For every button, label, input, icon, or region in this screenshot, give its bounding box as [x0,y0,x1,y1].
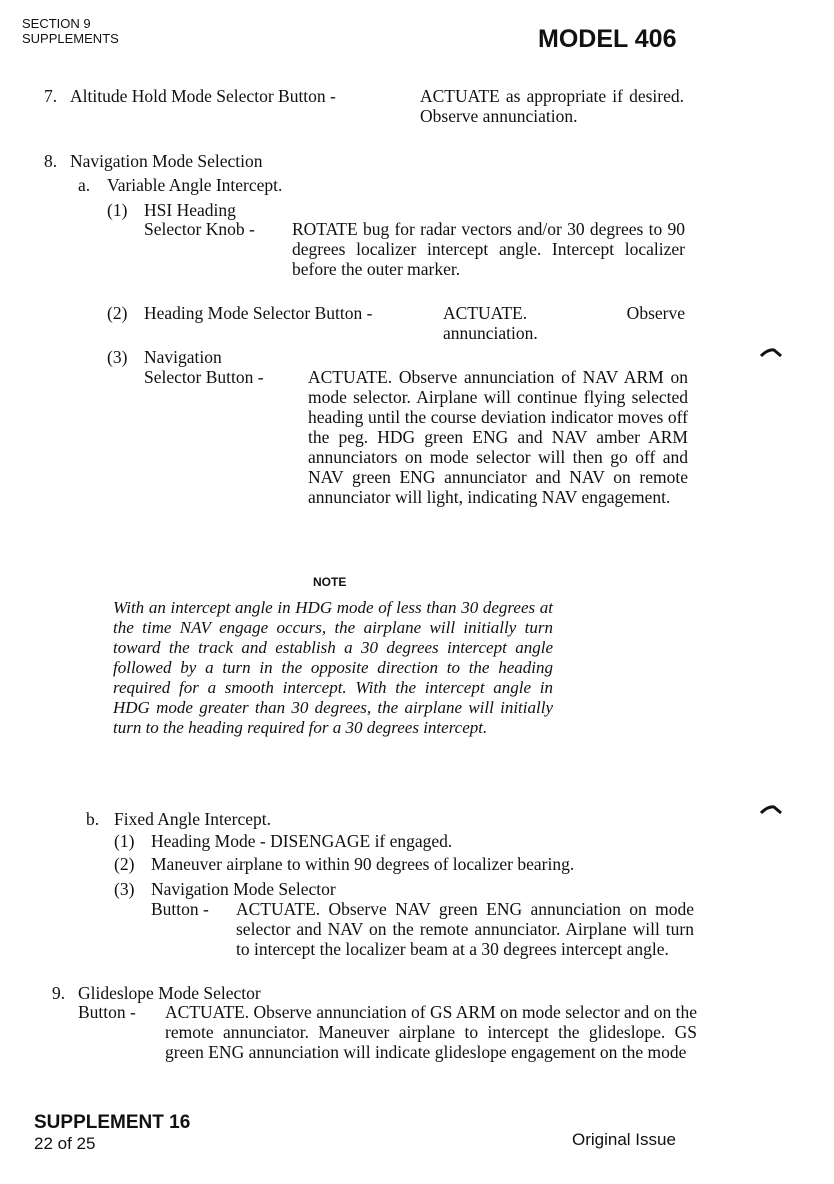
note-label: NOTE [313,575,347,589]
a3-action: ACTUATE. Observe annunciation of NAV ARM on mode selector. Airplane will continue flying selected heading until the course deviation indicator moves off the peg. HDG green ENG and NAV amber ARM annunciators on mode selector will then go off and NAV green ENG annunciator and NAV on remote annunciator will light, indicating NAV engagement. [308,367,688,507]
a1-number: (1) [107,200,128,220]
b1-number: (1) [114,831,135,851]
section-label: SECTION 9 [22,16,91,31]
b3-label-line2: Button - [151,899,209,919]
change-mark-icon [760,805,782,815]
step-9-label-line1: Glideslope Mode Selector [78,983,261,1003]
b2-number: (2) [114,854,135,874]
step-9-number: 9. [52,983,66,1003]
b1-text: Heading Mode - DISENGAGE if engaged. [151,831,453,851]
a2-number: (2) [107,303,128,323]
subsection-label: SUPPLEMENTS [22,31,119,46]
b3-number: (3) [114,879,135,899]
b3-action: ACTUATE. Observe NAV green ENG annunciation on mode selector and NAV on the remote annunciator. Airplane will turn to intercept the localizer beam at a 30 degrees intercept angle. [236,899,694,959]
b2-text: Maneuver airplane to within 90 degrees of localizer bearing. [151,854,575,874]
supplement-title: SUPPLEMENT 16 [34,1112,191,1133]
step-7-number: 7. [44,86,58,106]
substep-b-label: Fixed Angle Intercept. [114,809,271,829]
step-9-action: ACTUATE. Observe annunciation of GS ARM on mode selector and on the remote annunciator. Maneuver airplane to intercept the glideslope. GS green ENG annunciation will indicate glideslope engagement on the mode [165,1002,697,1062]
a3-number: (3) [107,347,128,367]
section-header [22,16,119,46]
change-mark-icon [760,348,782,358]
note-text: With an intercept angle in HDG mode of less than 30 degrees at the time NAV engage occurs, the airplane will initially turn toward the track and establish a 30 degrees intercept angle followed by a turn in the opposite direction to the heading required for a smooth intercept. With the intercept angle in HDG mode greater than 30 degrees, the airplane will initially turn to the heading required for a 30 degrees intercept. [113,598,553,737]
step-8-label: Navigation Mode Selection [70,151,263,171]
a1-label-line1: HSI Heading [144,200,236,220]
a1-label-line2: Selector Knob - [144,219,255,239]
model-title: MODEL 406 [538,25,677,53]
page-number: 22 of 25 [34,1134,96,1153]
a2-label: Heading Mode Selector Button - [144,303,373,323]
a3-label-line2: Selector Button - [144,367,264,387]
issue-label: Original Issue [572,1130,676,1149]
substep-a-letter: a. [78,175,91,195]
step-9-label-line2: Button - [78,1002,136,1022]
b3-label-line1: Navigation Mode Selector [151,879,336,899]
a3-label-line1: Navigation [144,347,222,367]
step-7-action: ACTUATE as appropriate if desired. Observe annunciation. [420,86,684,126]
a2-action: ACTUATE. Observe annunciation. [443,303,685,343]
step-8-number: 8. [44,151,58,171]
a1-action: ROTATE bug for radar vectors and/or 30 degrees to 90 degrees localizer intercept angle. Intercept localizer before the outer marker. [292,219,685,279]
footer-supplement [34,1112,190,1154]
substep-a-label: Variable Angle Intercept. [107,175,283,195]
substep-b-letter: b. [86,809,100,829]
step-7-label: Altitude Hold Mode Selector Button - [70,86,336,106]
